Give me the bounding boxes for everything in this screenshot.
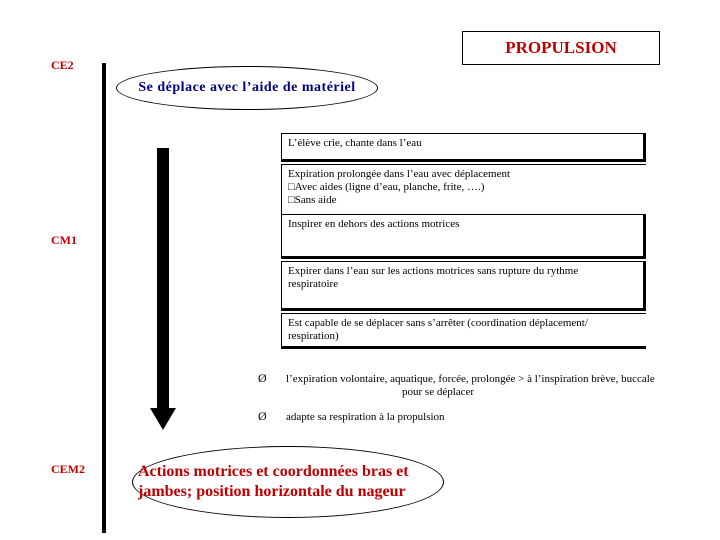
bottom-oval-text: Actions motrices et coordonnées bras et jambes; position horizontale du nageur: [138, 463, 409, 500]
bullet-text-continued: pour se déplacer: [402, 386, 475, 398]
step-box-2: [281, 164, 646, 214]
step-line: Expirer dans l’eau sur les actions motrices sans rupture du rythme: [288, 265, 579, 277]
step-box-3: [281, 214, 646, 259]
arrow-bullet-icon: Ø: [258, 371, 267, 385]
top-oval-text: Se déplace avec l’aide de matériel: [138, 80, 356, 95]
step-box-1: [281, 133, 646, 162]
bullet-item: [286, 373, 706, 399]
step-line: Inspirer en dehors des actions motrices: [288, 218, 460, 230]
step-line: L’élève crie, chante dans l’eau: [288, 137, 422, 149]
level-cem2: CEM2: [51, 462, 85, 476]
step-line: Est capable de se déplacer sans s’arrêter (coordination déplacement/: [288, 317, 588, 329]
bullet-text: adapte sa respiration à la propulsion: [286, 411, 445, 423]
left-vertical-bar: [102, 63, 106, 533]
step-line: Expiration prolongée dans l’eau avec déplacement: [288, 168, 511, 180]
step-box-5: [281, 313, 646, 349]
bullet-item: [286, 411, 445, 424]
bottom-oval: [132, 446, 444, 518]
level-cm1: CM1: [51, 233, 77, 247]
step-line: respiration): [288, 330, 339, 342]
progress-arrow-head: [150, 408, 176, 430]
title-box: [462, 31, 660, 65]
page-title: PROPULSION: [505, 38, 617, 57]
progress-arrow-shaft: [157, 148, 169, 410]
step-line: □Avec aides (ligne d’eau, planche, frite, ….): [288, 181, 485, 193]
top-oval: [116, 66, 378, 110]
step-line: respiratoire: [288, 278, 339, 290]
step-line: □Sans aide: [288, 194, 337, 206]
bullet-text: l’expiration volontaire, aquatique, forcée, prolongée > à l’inspiration brève, buccale: [286, 373, 655, 385]
step-box-4: [281, 261, 646, 311]
arrow-bullet-icon: Ø: [258, 409, 267, 423]
level-ce2: CE2: [51, 58, 74, 72]
